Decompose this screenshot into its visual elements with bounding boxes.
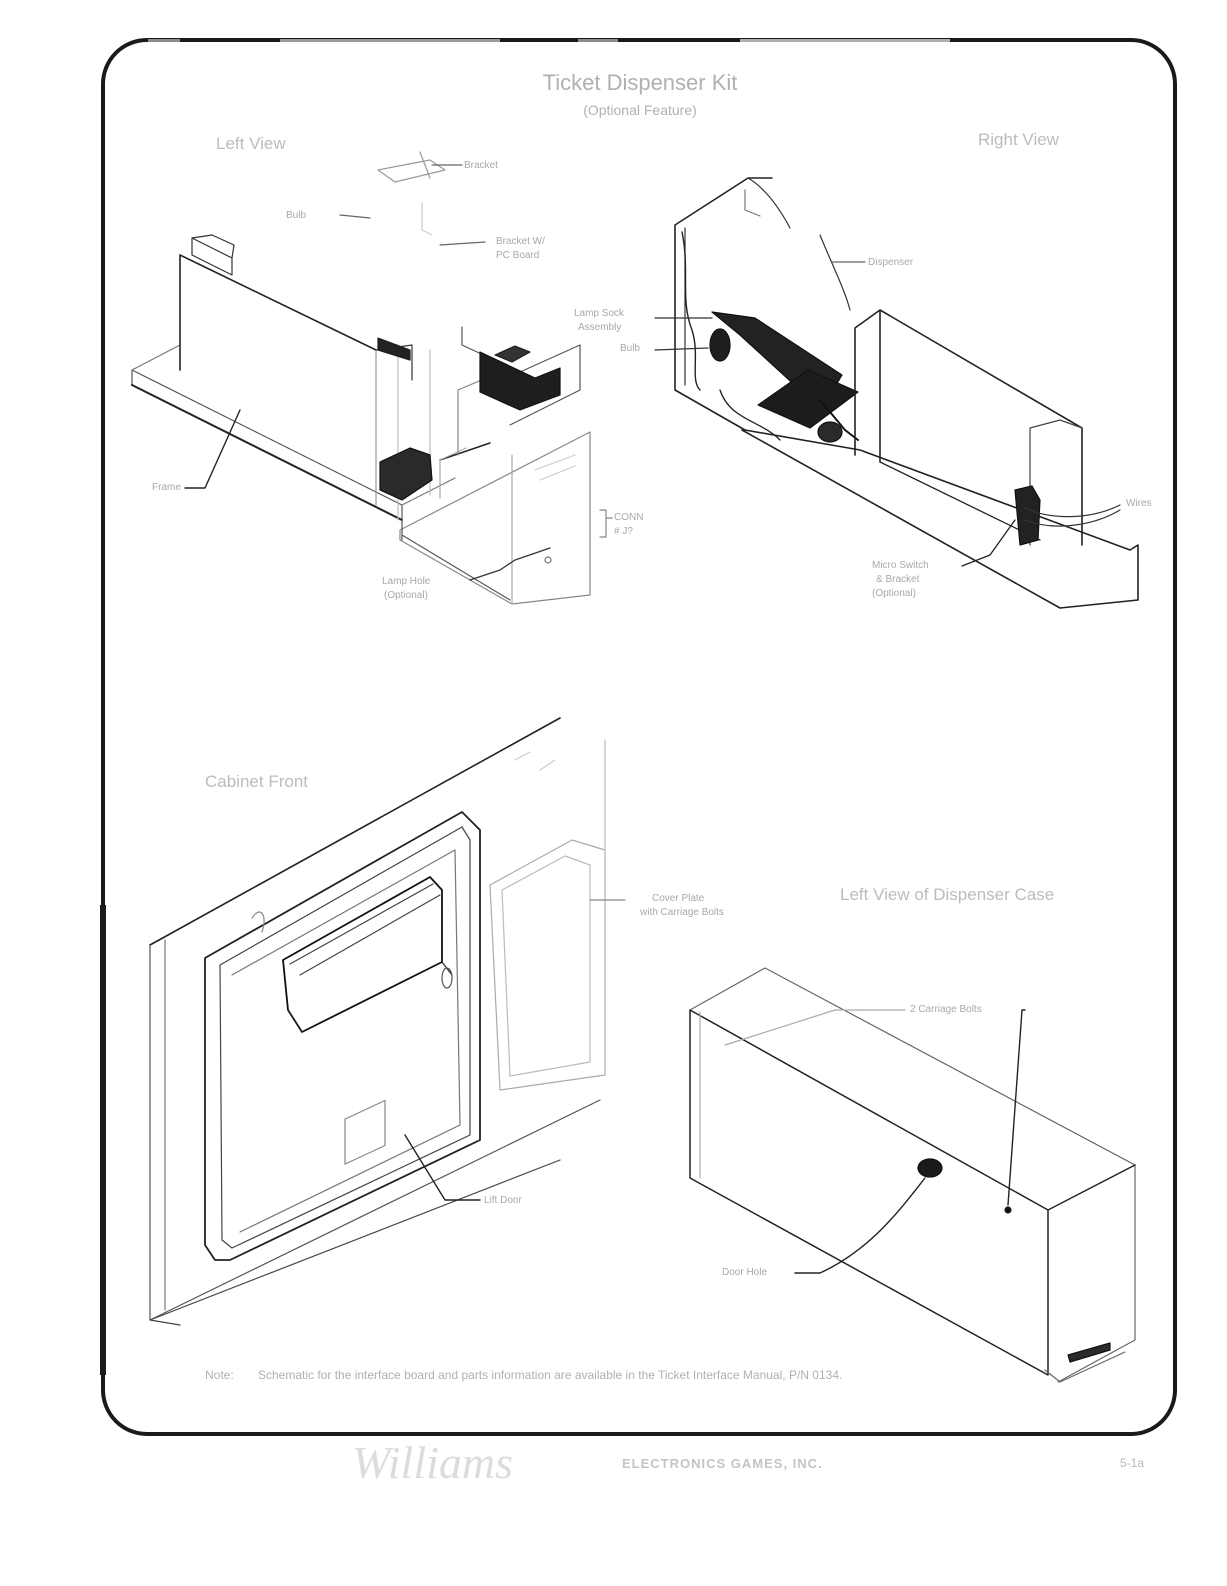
- label-connector-2: # J?: [614, 526, 633, 537]
- note-text: Schematic for the interface board and parts information are available in the Ticket Interface Manual, P/N 0134.: [258, 1368, 843, 1382]
- dispenser-case-drawing: [690, 968, 1135, 1382]
- label-door-hole: Door Hole: [722, 1267, 768, 1278]
- left-view-drawing: [132, 152, 612, 604]
- view-title-cabinet-front: Cabinet Front: [205, 772, 308, 791]
- label-lift-door: Lift Door: [484, 1195, 522, 1206]
- view-title-left: Left View: [216, 134, 286, 153]
- label-connector-1: CONN: [614, 512, 644, 523]
- label-carriage-bolt: 2 Carriage Bolts: [910, 1004, 982, 1015]
- right-view-drawing: [655, 178, 1138, 608]
- label-bracket-pc-board-2: PC Board: [496, 250, 540, 261]
- label-frame: Frame: [152, 482, 181, 493]
- view-title-dispenser-case: Left View of Dispenser Case: [840, 885, 1055, 904]
- label-micro-switch-1: Micro Switch: [872, 560, 929, 571]
- label-lamp-hole-2: (Optional): [384, 590, 428, 601]
- page-title: Ticket Dispenser Kit: [542, 70, 738, 95]
- label-lamp-socket-2: Assembly: [578, 322, 622, 333]
- page-number: 5-1a: [1120, 1456, 1145, 1470]
- label-bracket-pc-board-1: Bracket W/: [496, 236, 545, 247]
- label-bulb-right: Bulb: [620, 343, 641, 354]
- label-cover-plate-2: with Carriage Bolts: [640, 907, 724, 918]
- brand-logo: Williams: [352, 1437, 514, 1488]
- label-bracket: Bracket: [464, 160, 498, 171]
- label-wires: Wires: [1126, 498, 1152, 509]
- company-name: ELECTRONICS GAMES, INC.: [622, 1456, 823, 1471]
- label-dispenser: Dispenser: [868, 257, 914, 268]
- label-micro-switch-2: & Bracket: [876, 574, 920, 585]
- label-micro-switch-3: (Optional): [872, 588, 916, 599]
- label-cover-plate-1: Cover Plate: [652, 893, 705, 904]
- page-subtitle: (Optional Feature): [583, 102, 697, 118]
- label-bulb: Bulb: [286, 210, 307, 221]
- label-lamp-hole-1: Lamp Hole: [382, 576, 431, 587]
- note-prefix: Note:: [205, 1368, 234, 1382]
- view-title-right: Right View: [978, 130, 1059, 149]
- cabinet-front-drawing: [150, 718, 625, 1325]
- label-lamp-socket-1: Lamp Sock: [574, 308, 625, 319]
